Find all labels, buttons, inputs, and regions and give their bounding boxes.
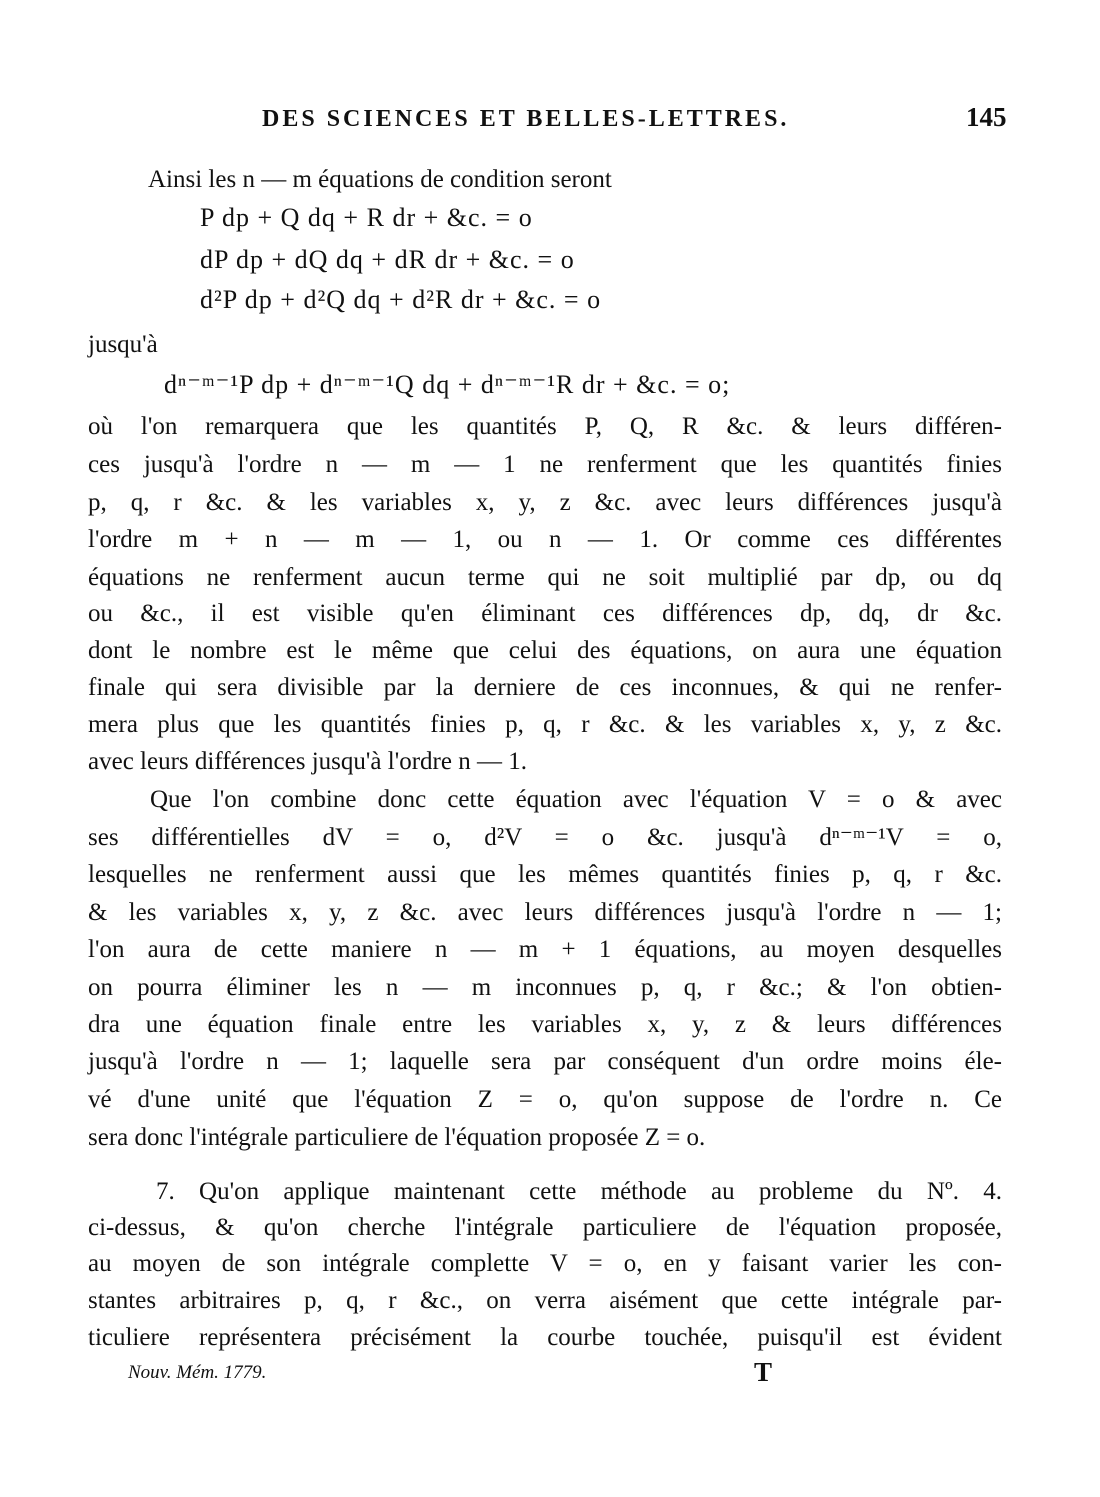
text-line: dra une équation finale entre les variables x, y, z & leurs différences <box>88 1011 1002 1038</box>
text-line: équations ne renferment aucun terme qui ne soit multiplié par dp, ou dq <box>88 564 1002 591</box>
text-line: l'ordre m + n — m — 1, ou n — 1. Or comme ces différentes <box>88 526 1002 553</box>
text-line: jusqu'à l'ordre n — 1; laquelle sera par conséquent d'un ordre moins éle- <box>88 1048 1002 1075</box>
equation-line: dⁿ⁻ᵐ⁻¹P dp + dⁿ⁻ᵐ⁻¹Q dq + dⁿ⁻ᵐ⁻¹R dr + &c. = o; <box>164 370 731 399</box>
text-line: finale qui sera divisible par la derniere de ces inconnues, & qui ne renfer- <box>88 674 1002 701</box>
text-line: on pourra éliminer les n — m inconnues p, q, r &c.; & l'on obtien- <box>88 974 1002 1001</box>
signature-mark: T <box>754 1357 773 1387</box>
text-line: & les variables x, y, z &c. avec leurs différences jusqu'à l'ordre n — 1; <box>88 899 1002 926</box>
text-line: Ainsi les n — m équations de condition seront <box>148 166 612 193</box>
equation-line: P dp + Q dq + R dr + &c. = o <box>200 203 533 232</box>
text-line: l'on aura de cette maniere n — m + 1 équations, au moyen desquelles <box>88 936 1002 963</box>
text-line: ces jusqu'à l'ordre n — m — 1 ne renferment que les quantités finies <box>88 451 1002 478</box>
text-line: sera donc l'intégrale particuliere de l'équation proposée Z = o. <box>88 1124 706 1151</box>
text-line: dont le nombre est le même que celui des équations, on aura une équation <box>88 637 1002 664</box>
text-line: où l'on remarquera que les quantités P, Q, R &c. & leurs différen- <box>88 413 1002 440</box>
text-line: stantes arbitraires p, q, r &c., on verra aisément que cette intégrale par- <box>88 1287 1002 1314</box>
equation-line: dP dp + dQ dq + dR dr + &c. = o <box>200 245 575 274</box>
text-line: ticuliere représentera précisément la courbe touchée, puisqu'il est évident <box>88 1324 1002 1351</box>
text-line: Que l'on combine donc cette équation avec l'équation V = o & avec <box>150 786 1002 813</box>
page-number: 145 <box>966 102 1007 132</box>
text-line: jusqu'à <box>88 331 158 358</box>
footer-citation: Nouv. Mém. 1779. <box>128 1362 267 1383</box>
text-line: au moyen de son intégrale complette V = o, en y faisant varier les con- <box>88 1250 1002 1277</box>
text-line: lesquelles ne renferment aussi que les mêmes quantités finies p, q, r &c. <box>88 861 1002 888</box>
text-line: mera plus que les quantités finies p, q, r &c. & les variables x, y, z &c. <box>88 711 1002 738</box>
text-line: vé d'une unité que l'équation Z = o, qu'on suppose de l'ordre n. Ce <box>88 1086 1002 1113</box>
text-line: p, q, r &c. & les variables x, y, z &c. avec leurs différences jusqu'à <box>88 489 1002 516</box>
running-header: DES SCIENCES ET BELLES-LETTRES. <box>262 106 790 132</box>
equation-line: d²P dp + d²Q dq + d²R dr + &c. = o <box>200 285 602 314</box>
text-line: ses différentielles dV = o, d²V = o &c. jusqu'à dⁿ⁻ᵐ⁻¹V = o, <box>88 824 1002 851</box>
text-line: 7. Qu'on applique maintenant cette méthode au probleme du Nº. 4. <box>156 1178 1002 1205</box>
text-line: avec leurs différences jusqu'à l'ordre n — 1. <box>88 748 527 775</box>
text-line: ci-dessus, & qu'on cherche l'intégrale particuliere de l'équation proposée, <box>88 1214 1002 1241</box>
text-line: ou &c., il est visible qu'en éliminant ces différences dp, dq, dr &c. <box>88 600 1002 627</box>
